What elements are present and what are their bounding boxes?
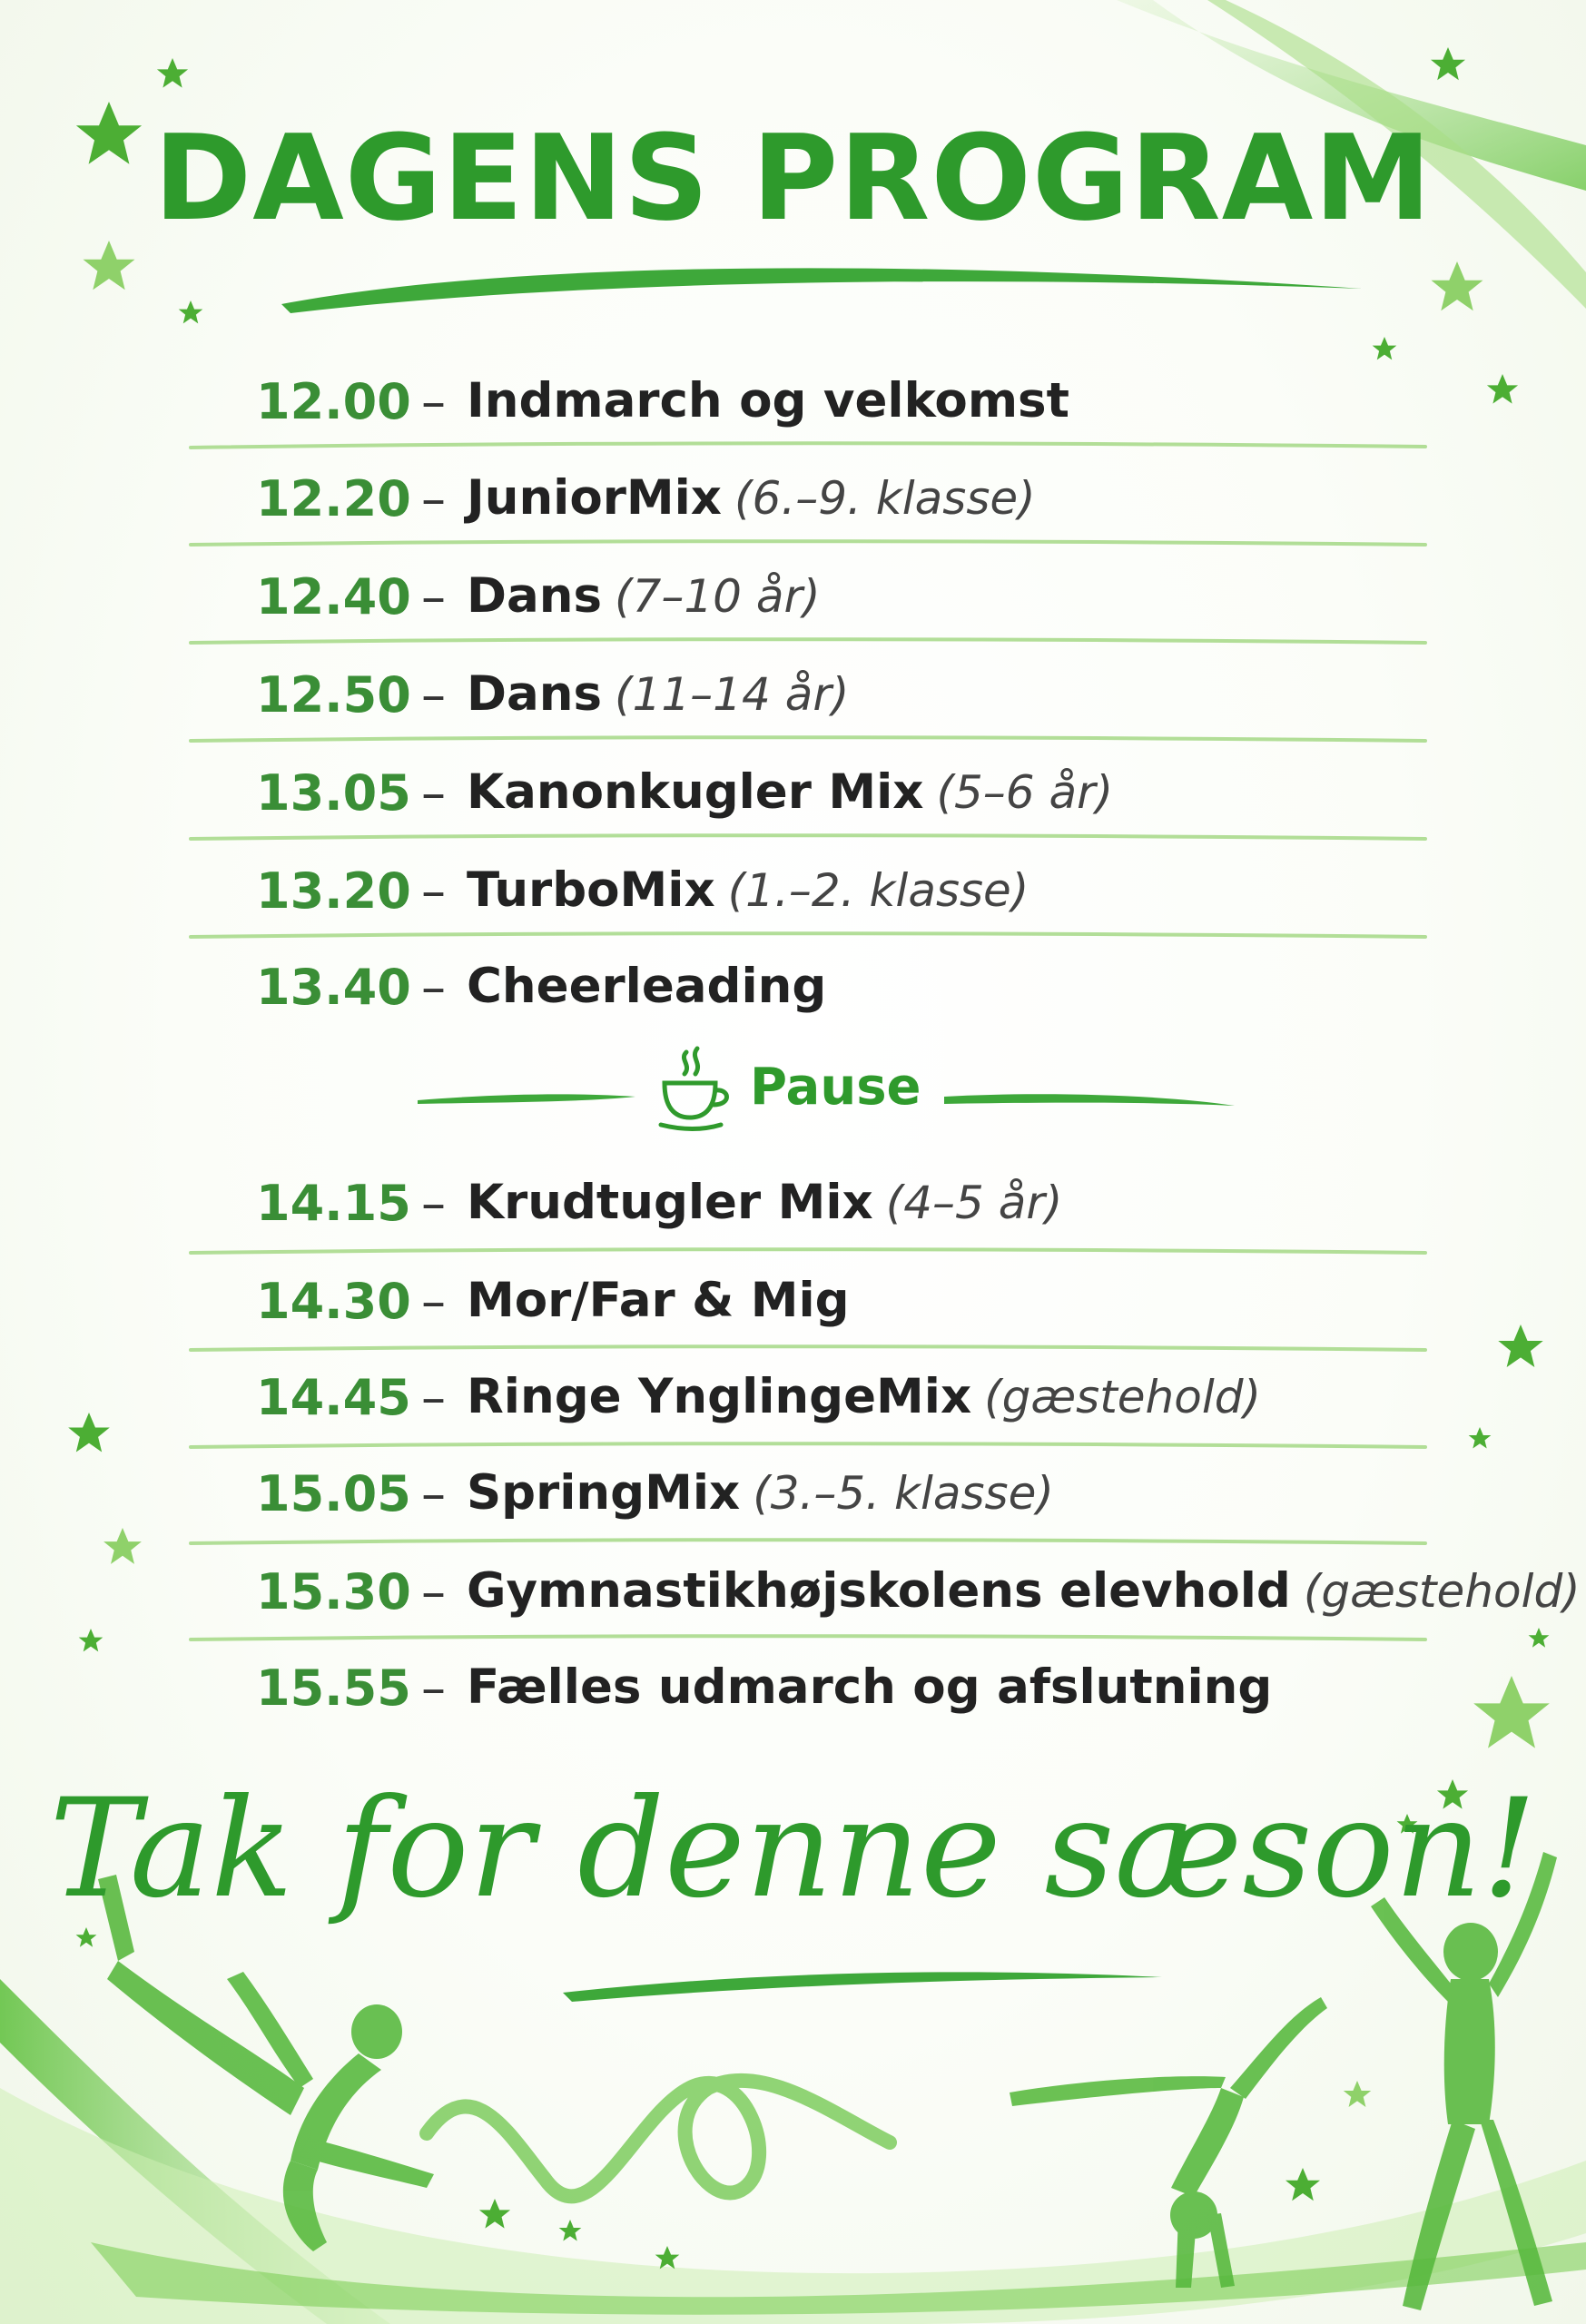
row-note: (11–14 år) [615, 668, 850, 721]
row-dash: – [421, 764, 446, 822]
row-name: Ringe YnglingeMix [467, 1369, 972, 1424]
row-note: (6.–9. klasse) [734, 472, 1036, 525]
row-time: 12.50 [256, 666, 411, 724]
gymnast-left-illustration [98, 1875, 434, 2251]
coffee-cup-icon [655, 1045, 739, 1136]
row-note: (gæstehold) [1303, 1565, 1581, 1618]
row-time: 13.40 [256, 959, 411, 1016]
row-dash: – [421, 1369, 446, 1426]
row-label [467, 959, 826, 1014]
row-label [467, 1175, 1062, 1230]
row-dash: – [421, 1563, 446, 1620]
closing-message: Tak for denne sæson! [49, 1770, 1537, 1928]
row-dash: – [421, 1175, 446, 1232]
row-dash: – [421, 862, 446, 920]
schedule-row [256, 944, 1436, 1035]
schedule-row [256, 652, 1436, 743]
row-dash: – [421, 1273, 446, 1330]
pause-label: Pause [750, 1058, 921, 1117]
row-label [467, 862, 1029, 918]
row-name: Indmarch og velkomst [467, 373, 1069, 428]
row-label [467, 764, 1113, 820]
row-label [467, 1659, 1272, 1715]
row-name: Kanonkugler Mix [467, 764, 924, 820]
row-name: Mor/Far & Mig [467, 1273, 850, 1328]
row-dash: – [421, 1465, 446, 1522]
row-dash: – [421, 470, 446, 527]
row-label [467, 1563, 1581, 1619]
row-time: 12.40 [256, 568, 411, 625]
pause-divider [0, 1058, 1586, 1139]
page-title: DAGENS PROGRAM [153, 109, 1433, 247]
row-label [467, 1465, 1054, 1521]
row-name: Gymnastikhøjskolens elevhold [467, 1563, 1291, 1619]
row-time: 14.45 [256, 1369, 411, 1426]
row-time: 15.55 [256, 1659, 411, 1717]
row-label [467, 1273, 850, 1328]
schedule-row [256, 848, 1436, 939]
row-label [467, 1369, 1261, 1424]
schedule-row [256, 1258, 1436, 1349]
row-name: Dans [467, 666, 603, 722]
row-name: TurboMix [467, 862, 715, 918]
row-name: Krudtugler Mix [467, 1175, 873, 1230]
schedule-row [256, 456, 1436, 547]
row-time: 15.30 [256, 1563, 411, 1620]
row-time: 14.15 [256, 1175, 411, 1232]
schedule-row [256, 750, 1436, 841]
schedule-row [256, 1645, 1436, 1736]
row-note: (gæstehold) [984, 1371, 1261, 1423]
row-time: 15.05 [256, 1465, 411, 1522]
row-time: 13.05 [256, 764, 411, 822]
row-dash: – [421, 568, 446, 625]
schedule-row [256, 1451, 1436, 1541]
row-name: Dans [467, 568, 603, 624]
row-name: JuniorMix [467, 470, 722, 526]
row-name: Fælles udmarch og afslutning [467, 1659, 1273, 1715]
row-note: (5–6 år) [936, 766, 1114, 819]
row-label [467, 568, 821, 624]
row-name: Cheerleading [467, 959, 827, 1014]
row-note: (3.–5. klasse) [753, 1467, 1054, 1520]
row-label [467, 470, 1036, 526]
row-dash: – [421, 666, 446, 724]
schedule-row [256, 1160, 1436, 1251]
gymnast-handstand-illustration [1010, 1997, 1327, 2288]
schedule-row [256, 1354, 1436, 1445]
row-time: 14.30 [256, 1273, 411, 1330]
schedule-row [256, 1549, 1581, 1640]
schedule-row [256, 554, 1436, 645]
row-name: SpringMix [467, 1465, 741, 1521]
row-note: (1.–2. klasse) [727, 864, 1029, 917]
row-note: (7–10 år) [615, 570, 821, 623]
row-time: 13.20 [256, 862, 411, 920]
schedule-row [256, 359, 1436, 449]
row-note: (4–5 år) [885, 1177, 1063, 1229]
row-dash: – [421, 373, 446, 430]
row-label [467, 373, 1069, 428]
row-dash: – [421, 1659, 446, 1717]
row-label [467, 666, 849, 722]
row-time: 12.00 [256, 373, 411, 430]
row-dash: – [421, 959, 446, 1016]
row-time: 12.20 [256, 470, 411, 527]
